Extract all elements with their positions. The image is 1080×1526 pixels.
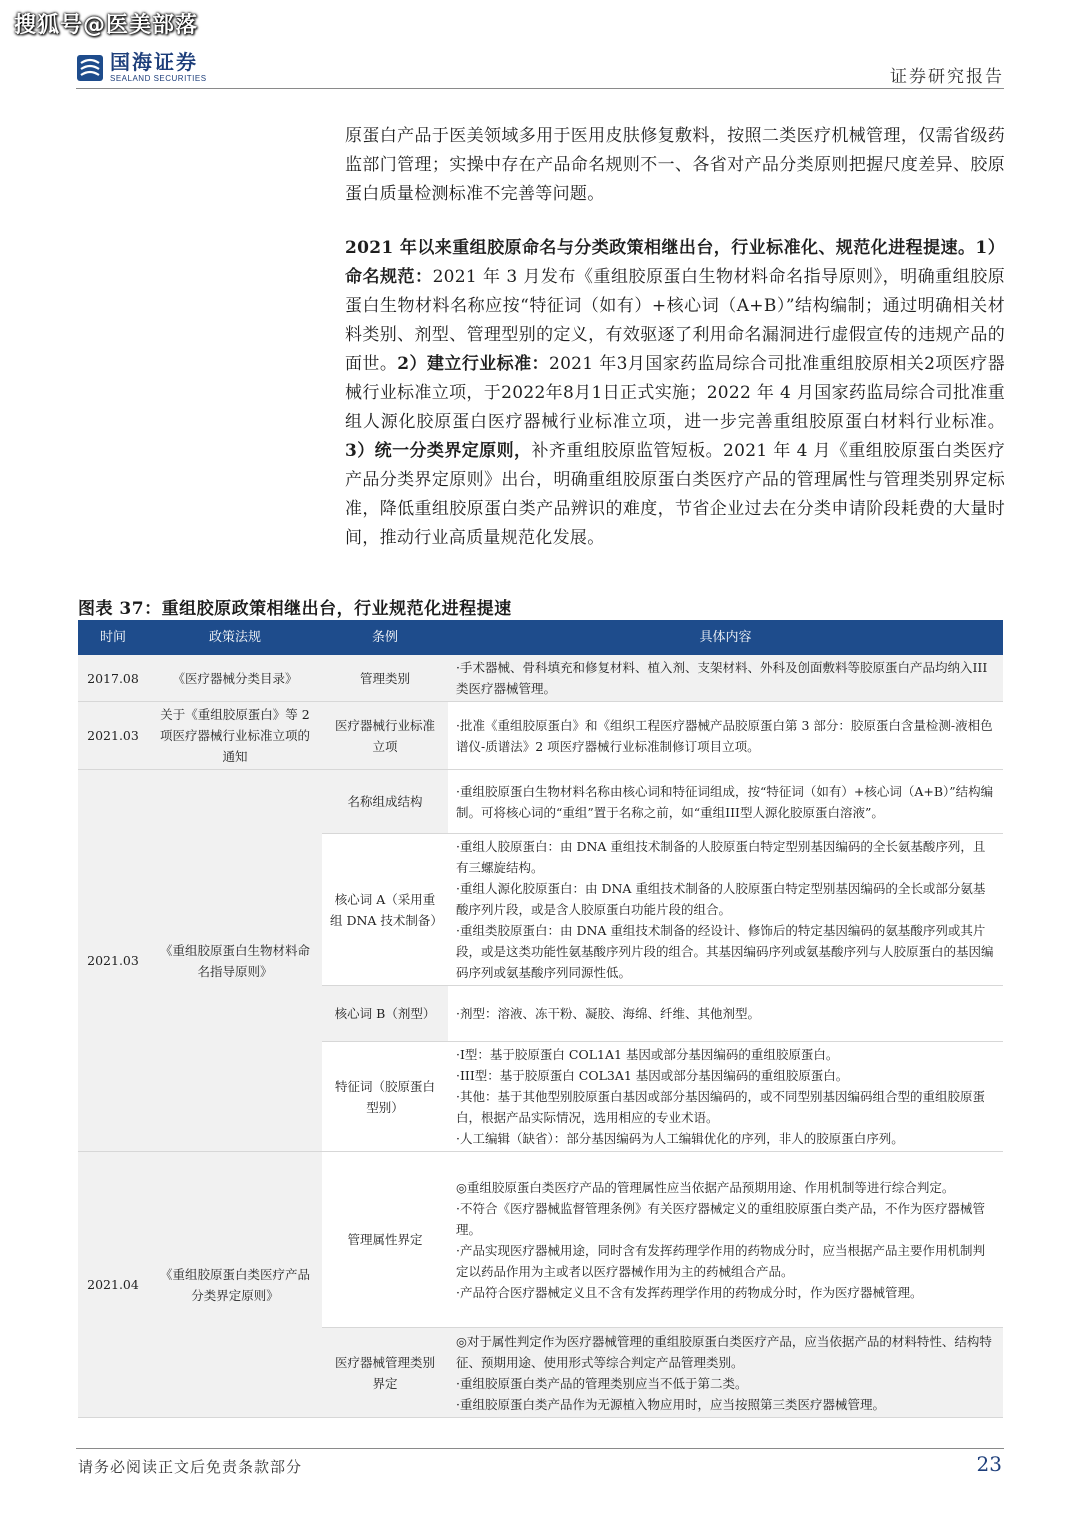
- content-line: ·重组类胶原蛋白：由 DNA 重组技术制备的经设计、修饰后的特定基因编码的氨基酸序列或其片段，或是这类功能性氨基酸序列片段的组合。其基因编码序列或氨基酸序列与人胶原蛋白的基因编码序列或氨基酸序列同源性低。: [456, 923, 994, 980]
- section-2-text: 2021 年3月国家药监局综合司批准重组胶原相关2项医疗器械行业标准立项，于2022年8月1日正式实施；2022 年 4 月国家药监局综合司批准重组人源化胶原蛋白医疗器械行业标准立项，进一步完善重组胶原蛋白材料行业标准。: [345, 354, 1005, 432]
- logo-icon: [76, 54, 104, 82]
- row-regulation: 关于《重组胶原蛋白》等 2 项医疗器械行业标准立项的通知: [148, 702, 322, 770]
- row-content: [448, 1328, 1003, 1418]
- row-content: [448, 834, 1003, 986]
- row-content: [448, 1152, 1003, 1328]
- watermark: 搜狐号@医美部落: [14, 13, 199, 38]
- content-line: ·手术器械、骨科填充和修复材料、植入剂、支架材料、外科及创面敷料等胶原蛋白产品均纳入III类医疗器械管理。: [456, 660, 988, 696]
- row-date: 2021.04: [78, 1152, 148, 1418]
- row-regulation: 《重组胶原蛋白类医疗产品分类界定原则》: [148, 1152, 322, 1418]
- row-date: 2021.03: [78, 770, 148, 1152]
- policy-table: [78, 620, 1003, 1418]
- table-row: [78, 1152, 1003, 1328]
- footer-divider: [76, 1448, 1004, 1449]
- section-1-label: 1）命名规范：: [345, 238, 1005, 287]
- row-item: 核心词 B（剂型）: [322, 986, 448, 1042]
- content-line: ·不符合《医疗器械监督管理条例》有关医疗器械定义的重组胶原蛋白类产品，不作为医疗器械管理。: [456, 1200, 985, 1237]
- page-number: 23: [976, 1452, 1002, 1476]
- section-2-label: 2）建立行业标准：: [397, 354, 549, 374]
- figure-title: 图表 37：重组胶原政策相继出台，行业规范化进程提速: [78, 599, 512, 619]
- content-line: ·重组胶原蛋白类产品作为无源植入物应用时，应当按照第三类医疗器械管理。: [456, 1396, 885, 1412]
- row-item: 医疗器械管理类别界定: [322, 1328, 448, 1418]
- content-line: ·批准《重组胶原蛋白》和《组织工程医疗器械产品胶原蛋白第 3 部分：胶原蛋白含量检测-液相色谱仪-质谱法》2 项医疗器械行业标准制修订项目立项。: [456, 717, 993, 754]
- row-item: 名称组成结构: [322, 770, 448, 834]
- content-line: ·其他：基于其他型别胶原蛋白基因或部分基因编码的，或不同型别基因编码组合型的重组胶原蛋白，根据产品实际情况，选用相应的专业术语。: [456, 1089, 985, 1125]
- report-type: 证券研究报告: [890, 67, 1004, 87]
- logo-name-cn: 国海证券: [110, 50, 198, 74]
- content-line: ·III型：基于胶原蛋白 COL3A1 基因或部分基因编码的重组胶原蛋白。: [456, 1068, 849, 1083]
- content-line: ·重组人胶原蛋白：由 DNA 重组技术制备的人胶原蛋白特定型别基因编码的全长氨基酸序列，且有三螺旋结构。: [456, 839, 986, 875]
- content-line: ·重组胶原蛋白类产品的管理类别应当不低于第二类。: [456, 1375, 748, 1391]
- paragraph-2: [345, 234, 1005, 553]
- section-1-text: 2021 年 3 月发布《重组胶原蛋白生物材料命名指导原则》，明确重组胶原蛋白生物材料名称应按“特征词（如有）+核心词（A+B）”结构编制；通过明确相关材料类别、剂型、管理型别的定义，有效驱逐了利用命名漏洞进行虚假宣传的违规产品的面世。: [345, 267, 1006, 374]
- row-content: [448, 986, 1003, 1042]
- row-regulation: 《重组胶原蛋白生物材料命名指导原则》: [148, 770, 322, 1152]
- content-line: ·重组人源化胶原蛋白：由 DNA 重组技术制备的人胶原蛋白特定型别基因编码的全长或部分氨基酸序列片段，或是含人胶原蛋白功能片段的组合。: [456, 881, 986, 917]
- table-row: [78, 702, 1003, 770]
- row-date: 2021.03: [78, 702, 148, 770]
- section-3-text: 补齐重组胶原监管短板。2021 年 4 月《重组胶原蛋白类医疗产品分类界定原则》出台，明确重组胶原蛋白类医疗产品的管理属性与管理类别界定标准，降低重组胶原蛋白类产品辨识的难度，节省企业过去在分类申请阶段耗费的大量时间，推动行业高质量规范化发展。: [345, 441, 1005, 548]
- table-header-row: [78, 620, 1003, 655]
- table-row: [78, 655, 1003, 702]
- header-item: 条例: [322, 620, 448, 655]
- content-line: ·产品符合医疗器械定义且不含有发挥药理学作用的药物成分时，作为医疗器械管理。: [456, 1284, 923, 1300]
- row-content: [448, 770, 1003, 834]
- logo-name-en: SEALAND SECURITIES: [110, 74, 207, 83]
- row-content: [448, 702, 1003, 770]
- row-content: [448, 1042, 1003, 1152]
- content-line: ◎对于属性判定作为医疗器械管理的重组胶原蛋白类医疗产品，应当依据产品的材料特性、结构特征、预期用途、使用形式等综合判定产品管理类别。: [456, 1333, 992, 1370]
- row-item: 管理属性界定: [322, 1152, 448, 1328]
- header-divider: [76, 88, 1004, 89]
- header-content: 具体内容: [448, 620, 1003, 655]
- row-date: 2017.08: [78, 655, 148, 702]
- paragraph-1: 原蛋白产品于医美领域多用于医用皮肤修复敷料，按照二类医疗机械管理，仅需省级药监部门管理；实操中存在产品命名规则不一、各省对产品分类原则把握尺度差异、胶原蛋白质量检测标准不完善等问题。: [345, 126, 1005, 204]
- row-item: 核心词 A（采用重组 DNA 技术制备）: [322, 834, 448, 986]
- row-item: 特征词（胶原蛋白型别）: [322, 1042, 448, 1152]
- content-line: ·产品实现医疗器械用途，同时含有发挥药理学作用的药物成分时，应当根据产品主要作用机制判定以药品作用为主或者以医疗器械作用为主的药械组合产品。: [456, 1242, 985, 1279]
- content-line: ·剂型：溶液、冻干粉、凝胶、海绵、纤维、其他剂型。: [456, 1006, 760, 1021]
- row-content: [448, 655, 1003, 702]
- content-line: ◎重组胶原蛋白类医疗产品的管理属性应当依据产品预期用途、作用机制等进行综合判定。: [456, 1179, 955, 1195]
- section-3-label: 3）统一分类界定原则，: [345, 441, 532, 461]
- company-logo: [76, 52, 207, 83]
- content-line: ·人工编辑（缺省）：部分基因编码为人工编辑优化的序列，非人的胶原蛋白序列。: [456, 1131, 904, 1146]
- footer-disclaimer: 请务必阅读正文后免责条款部分: [78, 1458, 303, 1476]
- table-row: [78, 770, 1003, 834]
- header-date: 时间: [78, 620, 148, 655]
- row-item: 管理类别: [322, 655, 448, 702]
- row-regulation: 《医疗器械分类目录》: [148, 655, 322, 702]
- header-regulation: 政策法规: [148, 620, 322, 655]
- content-line: ·重组胶原蛋白生物材料名称由核心词和特征词组成，按“特征词（如有）+核心词（A+B）”结构编制。可将核心词的“重组”置于名称之前，如“重组III型人源化胶原蛋白溶液”。: [456, 783, 994, 820]
- paragraph-2-lead: 2021 年以来重组胶原命名与分类政策相继出台，行业标准化、规范化进程提速。: [345, 238, 976, 258]
- content-line: ·I型：基于胶原蛋白 COL1A1 基因或部分基因编码的重组胶原蛋白。: [456, 1047, 839, 1062]
- row-item: 医疗器械行业标准立项: [322, 702, 448, 770]
